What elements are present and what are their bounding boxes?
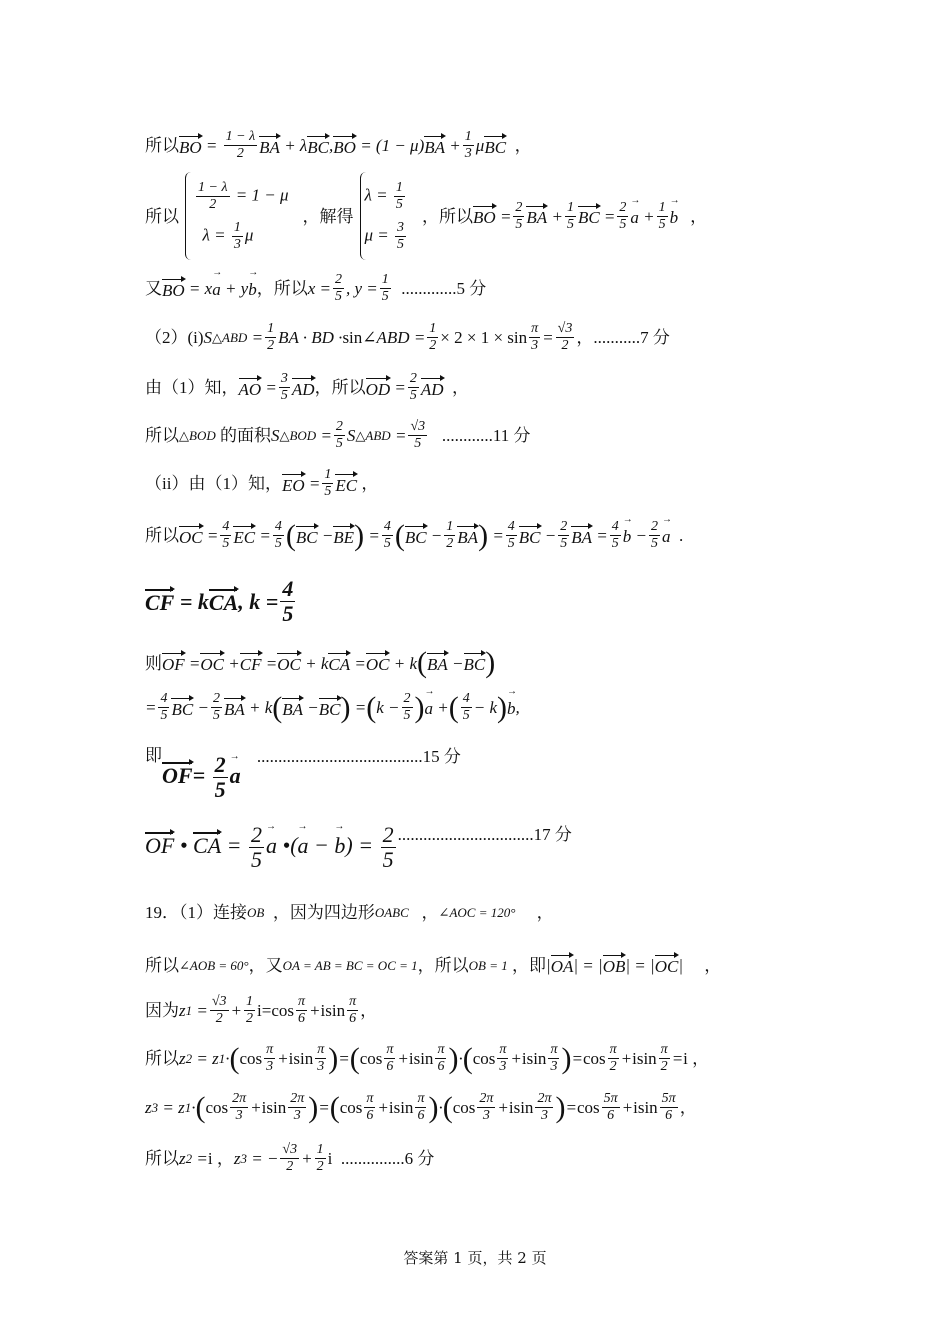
text: ，即 — [512, 955, 547, 975]
score-mark: ............11 分 — [441, 426, 531, 445]
text: ， — [216, 1149, 234, 1168]
text: （ii）由（1）知， — [145, 474, 282, 493]
text: ， — [452, 378, 470, 397]
line-area-abd: （2）(i) S △ABD = $\frac{1}{2}$ BA · BD · sin ∠ABD = $\frac{1}{2}$ × 2 × 1 × sin $\frac{\pi}{3}$ = $\frac{√3}{2}$ ，...........7 分 — [145, 321, 670, 353]
text: 又 — [145, 279, 162, 298]
text: ， — [704, 955, 722, 975]
line-cf-k: CF = k CA , k = $\frac{4}{5}$ — [145, 576, 294, 626]
line-z1: 因为 z 1 = $\frac{√3}{2}$ + $\frac{1}{2}$ i=cos $\frac{\pi}{6}$ + isin $\frac{\pi}{6}$ ， — [145, 994, 378, 1026]
line-of-simplify: = $\frac{4}{5}$ BC − $\frac{2}{5}$ BA + k ( BA − BC ) = ( k − $\frac{2}{5}$ ) a → + ( $\frac{4}{5}$ − k ) b → , — [145, 692, 520, 723]
score-mark: .............5 分 — [401, 279, 487, 298]
text: ， — [360, 1001, 378, 1020]
line-dot-product: OF • CA = $\frac{2}{5}$ a → •(a → − b →) = $\frac{2}{5}$ ................................17 分 — [145, 824, 572, 871]
text: ， — [421, 903, 439, 922]
text: 所以 — [145, 1049, 179, 1068]
score-mark: .......................................15 分 — [256, 747, 461, 766]
line-oc: 所以 OC = $\frac{4}{5}$ EC = $\frac{4}{5}$ ( BC − BE ) = $\frac{4}{5}$ ( BC − $\frac{1}{2}$ BA ) = $\frac{4}{5}$ BC − $\frac{2}{5}$ BA = $\frac{4}{5}$ b → − $\frac{2}{5}$ a → . — [145, 520, 683, 551]
line-ao-od: 由（1）知， AO = $\frac{3}{5}$ AD ，所以 OD = $\frac{2}{5}$ AD ， — [145, 371, 470, 403]
text: ，解得 — [302, 206, 354, 226]
score-mark: ...............6 分 — [340, 1149, 435, 1168]
text: 所以 — [145, 426, 179, 445]
text: ，又 — [248, 955, 283, 975]
text: 即 — [145, 746, 162, 766]
line-z3: z 3 = z 1 · ( cos $\frac{2\pi}{3}$ + isin $\frac{2\pi}{3}$ ) = ( cos $\frac{\pi}{6}$ + isin $\frac{\pi}{6}$ ) · ( cos $\frac{2\pi}{3}$ + isin $\frac{2\pi}{3}$ ) = cos $\frac{5\pi}{6}$ + isin $\frac{5\pi}{6}$ ， — [145, 1090, 697, 1124]
text: ， — [361, 474, 379, 493]
line-eo: （ii）由（1）知， EO = $\frac{1}{5}$ EC ， — [145, 467, 379, 499]
text: ，因为四边形 — [272, 903, 375, 922]
text: ， — [690, 206, 708, 226]
text: 19．（1）连接 — [145, 903, 247, 922]
text: 所以 — [145, 136, 179, 155]
text: ， — [692, 1049, 710, 1068]
line-z2: 所以 z 2 = z 1 · ( cos $\frac{\pi}{3}$ + isin $\frac{\pi}{3}$ ) = ( cos $\frac{\pi}{6}$ + isin $\frac{\pi}{6}$ ) · ( cos $\frac{\pi}{3}$ + isin $\frac{\pi}{3}$ ) = cos $\frac{\pi}{2}$ + isin $\frac{\pi}{2}$ = i ， — [145, 1041, 710, 1075]
text: ，所以 — [256, 279, 308, 298]
line-of-result: 即 OF= $\frac{2}{5}$ a → .......................................15 分 — [145, 740, 461, 801]
text: 的面积 — [219, 426, 271, 445]
text: 所以 — [145, 1149, 179, 1168]
text: ，所以 — [417, 955, 469, 975]
score-mark: ................................17 分 — [397, 825, 572, 844]
line-area-bod: 所以 △BOD 的面积 S △BOD = $\frac{2}{5}$ S △ABD = $\frac{√3}{5}$ ............11 分 — [145, 419, 531, 451]
text: ， — [679, 1098, 697, 1117]
text: 所以 — [145, 955, 179, 975]
text: ， — [536, 903, 554, 922]
line-xy-values: 又 BO = x a → + y b → ，所以 x = $\frac{2}{5}$ , y = $\frac{1}{5}$ .............5 分 — [145, 273, 486, 304]
text: 所以 — [145, 206, 179, 226]
text: ，所以 — [314, 378, 366, 397]
text: （2）(i) — [145, 328, 204, 347]
line-of-expand: 则 OF = OC + CF = OC + k CA = OC + k ( BA − BC ) — [145, 646, 496, 679]
text: 则 — [145, 653, 162, 673]
line-z-result: 所以 z 2 = i ， z 3 = − $\frac{√3}{2}$ + $\frac{1}{2}$ i ...............6 分 — [145, 1142, 435, 1174]
text: ，所以 — [422, 206, 474, 226]
equation-system: $\frac{1 - \lambda}{2}$ = 1 − μ λ = $\frac{1}{3}$ μ — [185, 172, 297, 260]
text: 因为 — [145, 1001, 179, 1020]
text: 由（1）知， — [145, 378, 239, 397]
page-footer: 答案第 1 页，共 2 页 — [403, 1249, 547, 1267]
line-bo-expression: 所以 BO = $\frac{1 - \lambda}{2}$ BA + λ BC , BO = (1 − μ) BA + $\frac{1}{3}$ μ BC ， — [145, 129, 532, 161]
line-system-solve: 所以 $\frac{1 - \lambda}{2}$ = 1 − μ λ = $\frac{1}{3}$ μ ，解得 λ = $\frac{1}{5}$ μ = $\frac{3}{5}$ ，所以 BO = $\frac{2}{5}$ BA + $\frac{1}{5}$ BC = $\frac{2}{5}$ a → + $\frac{1}{5}$ b → ， — [145, 172, 707, 260]
solution-system: λ = $\frac{1}{5}$ μ = $\frac{3}{5}$ — [360, 172, 417, 260]
line-19-intro: 19．（1）连接 OB ，因为四边形 OABC ， ∠AOC = 120° ， — [145, 903, 554, 922]
text: 所以 — [145, 526, 179, 545]
score-mark: ，...........7 分 — [576, 328, 670, 347]
line-19-angles: 所以 ∠AOB = 60° ，又 OA = AB = BC = OC = 1 ，所以 OB = 1 ，即 | OA | = | OB | = | OC | ， — [145, 955, 722, 976]
